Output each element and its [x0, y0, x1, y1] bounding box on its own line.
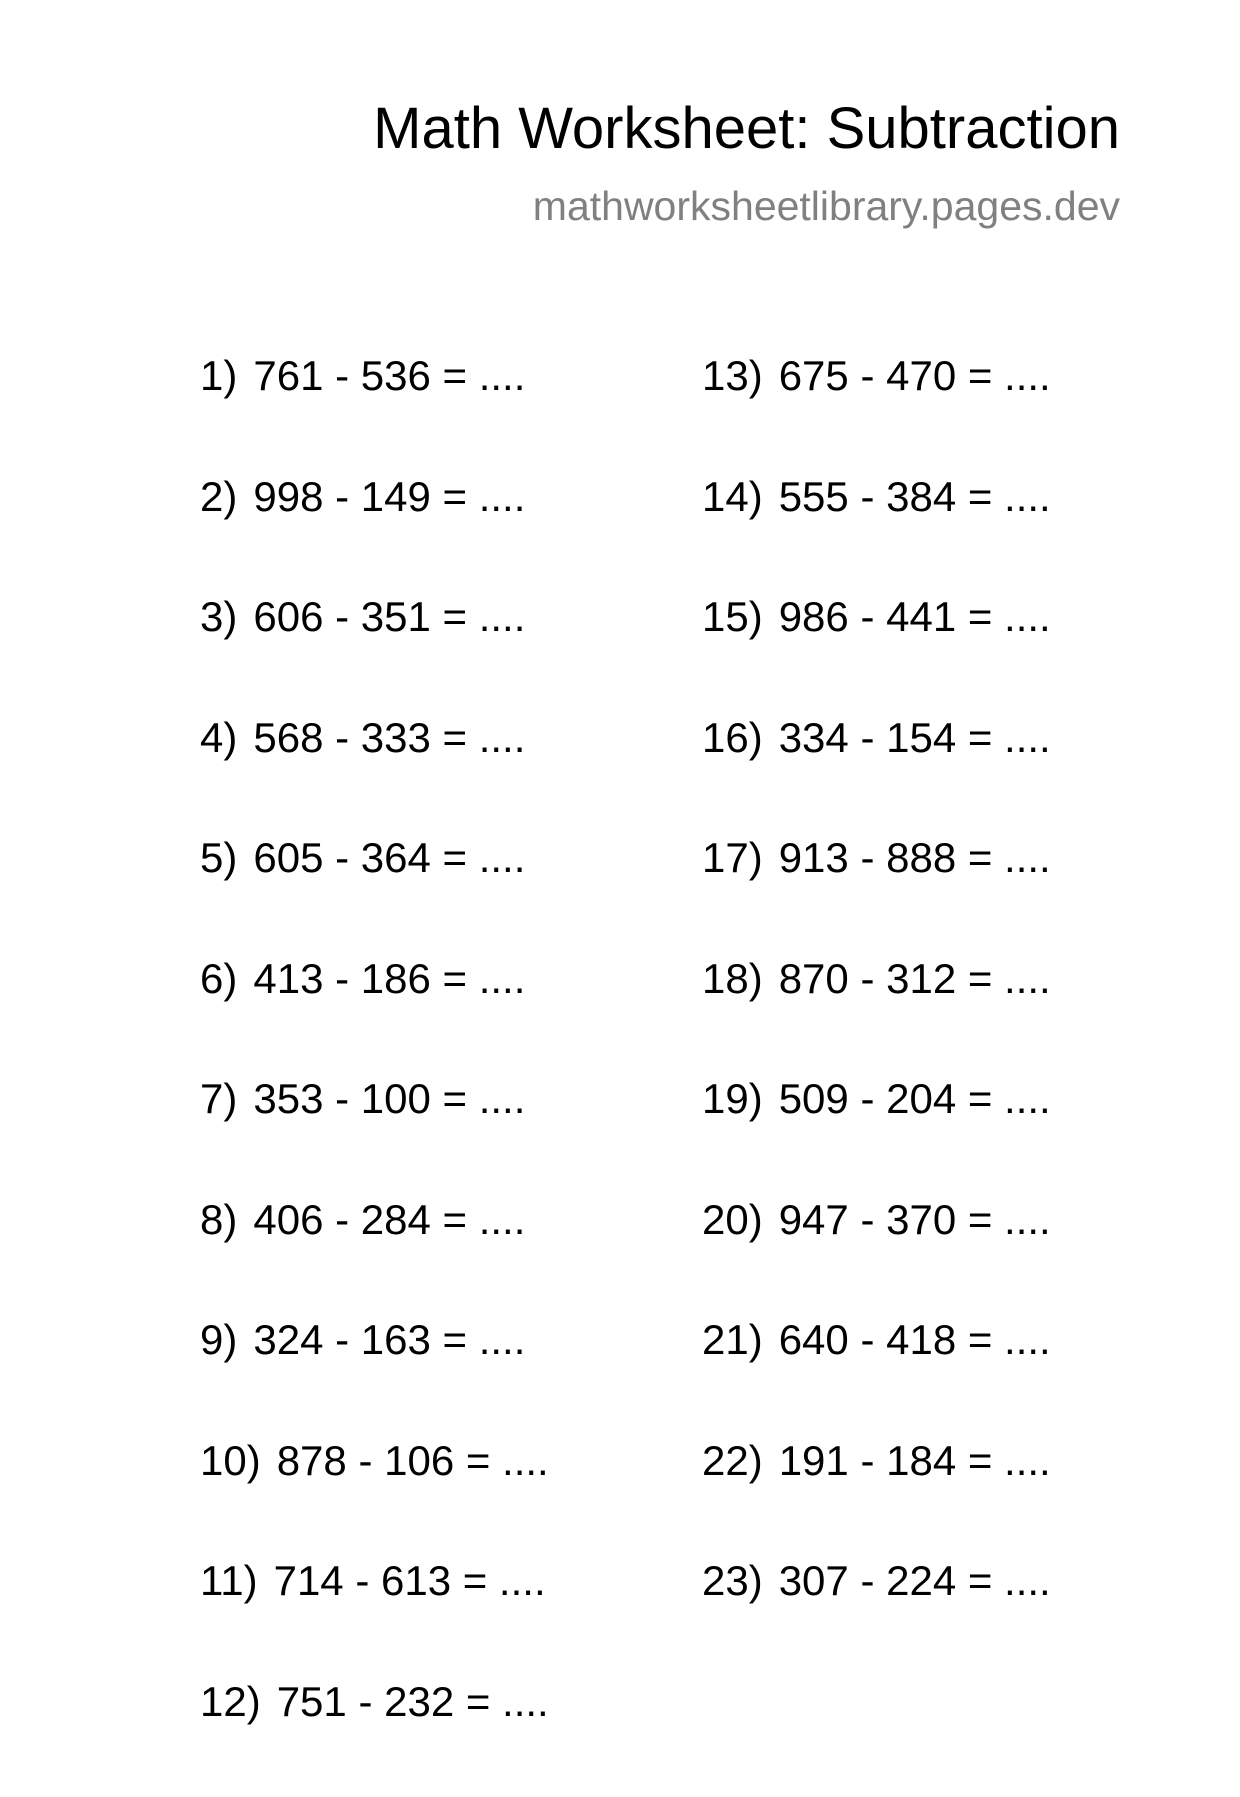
problem-item — [200, 1556, 549, 1677]
worksheet-title: Math Worksheet: Subtraction — [373, 100, 1120, 158]
problem-item — [200, 713, 549, 834]
problem-expression: 998 - 149 = .... — [253, 473, 525, 520]
website-url: mathworksheetlibrary.pages.dev — [533, 186, 1120, 227]
problem-number: 4) — [200, 713, 237, 763]
problem-item — [200, 833, 549, 954]
problem-number: 12) — [200, 1677, 261, 1727]
problem-expression: 568 - 333 = .... — [253, 714, 525, 761]
problem-item — [200, 472, 549, 593]
problem-item — [200, 1677, 549, 1797]
problem-expression: 406 - 284 = .... — [253, 1196, 525, 1243]
problem-number: 14) — [702, 472, 763, 522]
problem-expression: 191 - 184 = .... — [779, 1437, 1051, 1484]
problem-number: 23) — [702, 1556, 763, 1606]
problem-expression: 509 - 204 = .... — [779, 1075, 1051, 1122]
problem-number: 7) — [200, 1074, 237, 1124]
problem-expression: 413 - 186 = .... — [253, 955, 525, 1002]
problem-item — [200, 1074, 549, 1195]
problem-expression: 555 - 384 = .... — [779, 473, 1051, 520]
problem-item — [200, 954, 549, 1075]
problem-item — [702, 954, 1051, 1075]
problem-column-left — [200, 351, 549, 1797]
problem-number: 11) — [200, 1556, 258, 1606]
problem-item — [702, 833, 1051, 954]
problem-number: 1) — [200, 351, 237, 401]
problem-item — [702, 1436, 1051, 1557]
problem-expression: 307 - 224 = .... — [779, 1557, 1051, 1604]
problem-expression: 751 - 232 = .... — [277, 1678, 549, 1725]
problem-number: 20) — [702, 1195, 763, 1245]
problem-column-right — [702, 351, 1051, 1677]
problem-item — [702, 1195, 1051, 1316]
problem-item — [702, 1074, 1051, 1195]
problem-item — [200, 1195, 549, 1316]
problem-item — [702, 592, 1051, 713]
problem-item — [200, 1315, 549, 1436]
problem-expression: 675 - 470 = .... — [779, 352, 1051, 399]
problem-number: 6) — [200, 954, 237, 1004]
problem-expression: 714 - 613 = .... — [274, 1557, 546, 1604]
problem-expression: 878 - 106 = .... — [277, 1437, 549, 1484]
problem-number: 21) — [702, 1315, 763, 1365]
problem-expression: 640 - 418 = .... — [779, 1316, 1051, 1363]
problem-number: 19) — [702, 1074, 763, 1124]
problem-number: 16) — [702, 713, 763, 763]
problem-expression: 870 - 312 = .... — [779, 955, 1051, 1002]
problem-expression: 334 - 154 = .... — [779, 714, 1051, 761]
problem-number: 22) — [702, 1436, 763, 1486]
problem-expression: 947 - 370 = .... — [779, 1196, 1051, 1243]
problem-expression: 606 - 351 = .... — [253, 593, 525, 640]
problem-number: 5) — [200, 833, 237, 883]
problem-number: 3) — [200, 592, 237, 642]
problem-expression: 353 - 100 = .... — [253, 1075, 525, 1122]
problem-item — [200, 592, 549, 713]
problem-item — [200, 351, 549, 472]
problem-item — [702, 1315, 1051, 1436]
problem-number: 18) — [702, 954, 763, 1004]
problem-item — [702, 472, 1051, 593]
problem-number: 15) — [702, 592, 763, 642]
problem-number: 13) — [702, 351, 763, 401]
problem-number: 2) — [200, 472, 237, 522]
problem-item — [702, 1556, 1051, 1677]
problem-expression: 761 - 536 = .... — [253, 352, 525, 399]
problem-expression: 605 - 364 = .... — [253, 834, 525, 881]
problem-item — [200, 1436, 549, 1557]
problem-number: 9) — [200, 1315, 237, 1365]
problem-expression: 324 - 163 = .... — [253, 1316, 525, 1363]
problem-number: 10) — [200, 1436, 261, 1486]
problem-expression: 986 - 441 = .... — [779, 593, 1051, 640]
problem-expression: 913 - 888 = .... — [779, 834, 1051, 881]
problem-item — [702, 351, 1051, 472]
problem-number: 17) — [702, 833, 763, 883]
problem-number: 8) — [200, 1195, 237, 1245]
problem-item — [702, 713, 1051, 834]
